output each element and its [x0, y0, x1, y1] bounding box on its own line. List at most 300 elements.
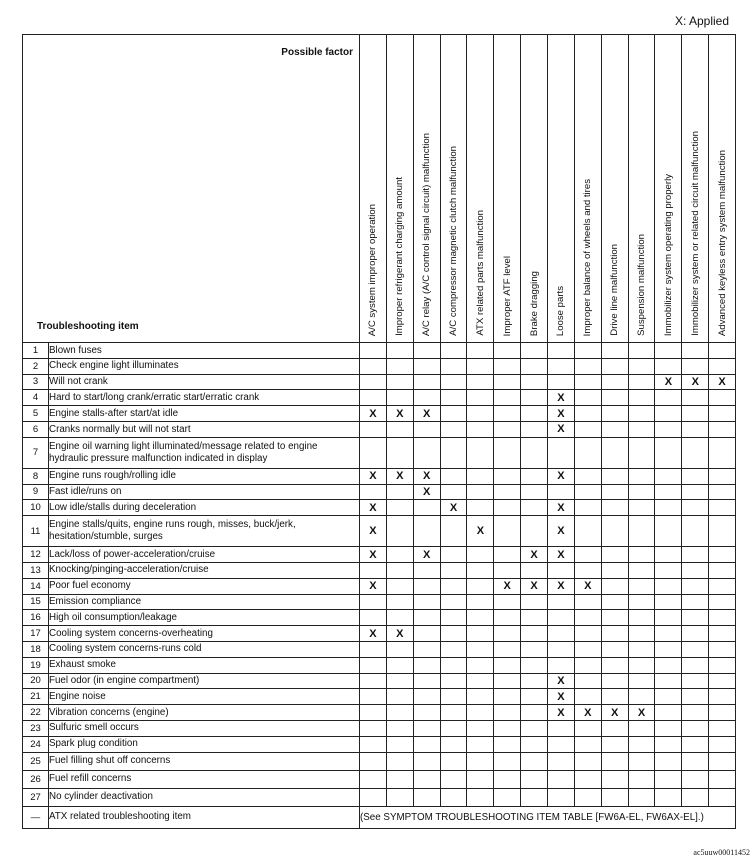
table-row — [23, 421, 736, 437]
factor-label: A/C system improper operation — [367, 203, 379, 336]
document-code: ac5uuw00011452 — [693, 848, 750, 857]
empty-cell — [360, 421, 387, 437]
row-number: 3 — [23, 374, 49, 390]
empty-cell — [601, 610, 628, 626]
empty-cell — [386, 720, 413, 736]
empty-cell — [467, 500, 494, 516]
empty-cell — [574, 390, 601, 406]
empty-cell — [467, 641, 494, 657]
empty-cell — [709, 626, 736, 642]
empty-cell — [440, 390, 467, 406]
empty-cell — [521, 594, 548, 610]
row-number: 10 — [23, 500, 49, 516]
empty-cell — [494, 358, 521, 374]
empty-cell — [628, 594, 655, 610]
empty-cell — [440, 657, 467, 673]
table-row — [23, 788, 736, 806]
applied-mark: X — [360, 547, 387, 563]
empty-cell — [709, 500, 736, 516]
empty-cell — [601, 641, 628, 657]
legend-applied: X: Applied — [674, 14, 729, 28]
table-row — [23, 343, 736, 359]
empty-cell — [494, 736, 521, 752]
troubleshooting-item: ATX related troubleshooting item — [49, 806, 360, 828]
reference-note: (See SYMPTOM TROUBLESHOOTING ITEM TABLE [FW6A-EL, FW6AX-EL].) — [360, 806, 736, 828]
applied-mark: X — [548, 547, 575, 563]
table-row — [23, 374, 736, 390]
empty-cell — [655, 788, 682, 806]
empty-cell — [628, 689, 655, 705]
empty-cell — [467, 770, 494, 788]
empty-cell — [601, 720, 628, 736]
table-row — [23, 547, 736, 563]
empty-cell — [521, 390, 548, 406]
empty-cell — [548, 484, 575, 500]
empty-cell — [548, 736, 575, 752]
empty-cell — [682, 500, 709, 516]
applied-mark: X — [467, 516, 494, 547]
troubleshooting-item: No cylinder deactivation — [49, 788, 360, 806]
empty-cell — [413, 610, 440, 626]
applied-mark: X — [386, 406, 413, 422]
empty-cell — [521, 673, 548, 689]
factor-header — [467, 35, 494, 343]
empty-cell — [574, 594, 601, 610]
empty-cell — [682, 736, 709, 752]
factor-label: Drive line malfunction — [609, 244, 621, 336]
empty-cell — [386, 390, 413, 406]
empty-cell — [521, 626, 548, 642]
empty-cell — [494, 610, 521, 626]
empty-cell — [709, 343, 736, 359]
empty-cell — [655, 657, 682, 673]
empty-cell — [548, 562, 575, 578]
empty-cell — [413, 736, 440, 752]
empty-cell — [413, 594, 440, 610]
factor-label: Loose parts — [555, 285, 567, 336]
empty-cell — [709, 421, 736, 437]
empty-cell — [682, 562, 709, 578]
factor-header — [360, 35, 387, 343]
empty-cell — [360, 788, 387, 806]
empty-cell — [521, 641, 548, 657]
empty-cell — [467, 610, 494, 626]
empty-cell — [628, 406, 655, 422]
empty-cell — [360, 720, 387, 736]
empty-cell — [628, 500, 655, 516]
table-row — [23, 626, 736, 642]
table-row — [23, 516, 736, 547]
empty-cell — [521, 736, 548, 752]
row-number: 26 — [23, 770, 49, 788]
factor-header — [628, 35, 655, 343]
atx-reference-row — [23, 806, 736, 828]
empty-cell — [574, 752, 601, 770]
row-number: 18 — [23, 641, 49, 657]
empty-cell — [655, 641, 682, 657]
factor-label: Immobilizer system or related circuit malfunction — [689, 131, 701, 336]
factor-header — [682, 35, 709, 343]
table-row — [23, 736, 736, 752]
empty-cell — [709, 547, 736, 563]
row-number: 4 — [23, 390, 49, 406]
applied-mark: X — [548, 673, 575, 689]
possible-factor-label: Possible factor — [281, 47, 353, 58]
applied-mark: X — [413, 468, 440, 484]
empty-cell — [709, 752, 736, 770]
empty-cell — [494, 788, 521, 806]
empty-cell — [440, 578, 467, 594]
empty-cell — [574, 468, 601, 484]
empty-cell — [548, 788, 575, 806]
applied-mark: X — [413, 484, 440, 500]
empty-cell — [655, 516, 682, 547]
empty-cell — [574, 736, 601, 752]
factor-header — [440, 35, 467, 343]
table-row — [23, 689, 736, 705]
empty-cell — [386, 641, 413, 657]
empty-cell — [628, 736, 655, 752]
empty-cell — [440, 610, 467, 626]
troubleshooting-item: Check engine light illuminates — [49, 358, 360, 374]
troubleshooting-item: High oil consumption/leakage — [49, 610, 360, 626]
empty-cell — [521, 770, 548, 788]
empty-cell — [628, 788, 655, 806]
empty-cell — [682, 516, 709, 547]
empty-cell — [413, 437, 440, 468]
empty-cell — [521, 500, 548, 516]
empty-cell — [655, 547, 682, 563]
factor-label: Improper balance of wheels and tires — [582, 178, 594, 336]
table-row — [23, 578, 736, 594]
header-row — [23, 35, 736, 343]
troubleshooting-item: Emission compliance — [49, 594, 360, 610]
empty-cell — [601, 562, 628, 578]
troubleshooting-item-label: Troubleshooting item — [37, 321, 139, 332]
troubleshooting-item: Engine stalls-after start/at idle — [49, 406, 360, 422]
row-number: 24 — [23, 736, 49, 752]
applied-mark: X — [709, 374, 736, 390]
table-row — [23, 720, 736, 736]
factor-label: Brake dragging — [528, 270, 540, 336]
empty-cell — [521, 720, 548, 736]
troubleshooting-item: Fuel filling shut off concerns — [49, 752, 360, 770]
empty-cell — [628, 437, 655, 468]
empty-cell — [386, 770, 413, 788]
empty-cell — [655, 752, 682, 770]
empty-cell — [574, 641, 601, 657]
table-row — [23, 562, 736, 578]
empty-cell — [682, 705, 709, 721]
empty-cell — [601, 673, 628, 689]
empty-cell — [386, 610, 413, 626]
empty-cell — [521, 657, 548, 673]
empty-cell — [386, 374, 413, 390]
applied-mark: X — [548, 500, 575, 516]
troubleshooting-item: Cooling system concerns-overheating — [49, 626, 360, 642]
empty-cell — [386, 421, 413, 437]
empty-cell — [548, 594, 575, 610]
empty-cell — [386, 705, 413, 721]
empty-cell — [628, 562, 655, 578]
empty-cell — [413, 626, 440, 642]
empty-cell — [601, 657, 628, 673]
empty-cell — [709, 578, 736, 594]
empty-cell — [655, 705, 682, 721]
empty-cell — [521, 484, 548, 500]
empty-cell — [709, 689, 736, 705]
empty-cell — [360, 641, 387, 657]
empty-cell — [440, 788, 467, 806]
empty-cell — [574, 720, 601, 736]
table-row — [23, 484, 736, 500]
factor-header — [413, 35, 440, 343]
empty-cell — [494, 421, 521, 437]
empty-cell — [574, 437, 601, 468]
empty-cell — [628, 390, 655, 406]
empty-cell — [601, 374, 628, 390]
empty-cell — [682, 770, 709, 788]
table-row — [23, 752, 736, 770]
empty-cell — [521, 437, 548, 468]
empty-cell — [574, 689, 601, 705]
empty-cell — [467, 358, 494, 374]
empty-cell — [494, 374, 521, 390]
table-row — [23, 705, 736, 721]
empty-cell — [360, 673, 387, 689]
row-number: 12 — [23, 547, 49, 563]
empty-cell — [467, 673, 494, 689]
troubleshooting-item: Fuel refill concerns — [49, 770, 360, 788]
empty-cell — [440, 770, 467, 788]
empty-cell — [360, 705, 387, 721]
empty-cell — [682, 578, 709, 594]
empty-cell — [413, 657, 440, 673]
empty-cell — [655, 468, 682, 484]
empty-cell — [574, 358, 601, 374]
empty-cell — [655, 500, 682, 516]
applied-mark: X — [360, 406, 387, 422]
factor-header — [386, 35, 413, 343]
empty-cell — [682, 390, 709, 406]
empty-cell — [682, 641, 709, 657]
applied-mark: X — [413, 406, 440, 422]
empty-cell — [709, 641, 736, 657]
empty-cell — [386, 343, 413, 359]
header-label-cell — [23, 35, 360, 343]
factor-label: A/C compressor magnetic clutch malfunction — [447, 146, 459, 336]
troubleshooting-item: Low idle/stalls during deceleration — [49, 500, 360, 516]
empty-cell — [655, 736, 682, 752]
empty-cell — [386, 578, 413, 594]
empty-cell — [413, 500, 440, 516]
empty-cell — [467, 657, 494, 673]
empty-cell — [440, 406, 467, 422]
empty-cell — [628, 484, 655, 500]
empty-cell — [386, 500, 413, 516]
table-row — [23, 610, 736, 626]
row-number: 16 — [23, 610, 49, 626]
troubleshooting-item: Engine stalls/quits, engine runs rough, misses, buck/jerk, hesitation/stumble, surges — [49, 516, 360, 547]
empty-cell — [682, 610, 709, 626]
empty-cell — [521, 358, 548, 374]
empty-cell — [386, 736, 413, 752]
table-row — [23, 657, 736, 673]
empty-cell — [548, 720, 575, 736]
empty-cell — [682, 626, 709, 642]
empty-cell — [574, 626, 601, 642]
empty-cell — [709, 673, 736, 689]
applied-mark: X — [548, 578, 575, 594]
empty-cell — [601, 770, 628, 788]
factor-label: Advanced keyless entry system malfunction — [716, 149, 728, 336]
empty-cell — [682, 343, 709, 359]
empty-cell — [628, 610, 655, 626]
applied-mark: X — [440, 500, 467, 516]
empty-cell — [467, 720, 494, 736]
empty-cell — [601, 358, 628, 374]
row-number: 5 — [23, 406, 49, 422]
empty-cell — [360, 390, 387, 406]
row-number: 23 — [23, 720, 49, 736]
factor-label: Immobilizer system operating properly — [662, 173, 674, 336]
empty-cell — [360, 736, 387, 752]
empty-cell — [440, 437, 467, 468]
empty-cell — [682, 752, 709, 770]
empty-cell — [440, 421, 467, 437]
empty-cell — [682, 421, 709, 437]
empty-cell — [521, 468, 548, 484]
empty-cell — [655, 343, 682, 359]
troubleshooting-item: Exhaust smoke — [49, 657, 360, 673]
table-row — [23, 673, 736, 689]
empty-cell — [682, 406, 709, 422]
row-number: 19 — [23, 657, 49, 673]
applied-mark: X — [360, 578, 387, 594]
empty-cell — [548, 374, 575, 390]
empty-cell — [386, 562, 413, 578]
empty-cell — [682, 437, 709, 468]
empty-cell — [413, 720, 440, 736]
empty-cell — [494, 437, 521, 468]
empty-cell — [521, 421, 548, 437]
empty-cell — [655, 689, 682, 705]
factor-header — [655, 35, 682, 343]
empty-cell — [655, 770, 682, 788]
empty-cell — [628, 720, 655, 736]
empty-cell — [467, 736, 494, 752]
empty-cell — [682, 358, 709, 374]
empty-cell — [467, 468, 494, 484]
empty-cell — [574, 770, 601, 788]
empty-cell — [709, 437, 736, 468]
empty-cell — [655, 484, 682, 500]
applied-mark: X — [360, 626, 387, 642]
empty-cell — [494, 547, 521, 563]
empty-cell — [628, 421, 655, 437]
empty-cell — [494, 720, 521, 736]
troubleshooting-item: Fast idle/runs on — [49, 484, 360, 500]
empty-cell — [386, 657, 413, 673]
empty-cell — [709, 720, 736, 736]
empty-cell — [440, 641, 467, 657]
empty-cell — [548, 358, 575, 374]
empty-cell — [521, 562, 548, 578]
empty-cell — [709, 406, 736, 422]
factor-label: A/C relay (A/C control signal circuit) malfunction — [421, 132, 433, 336]
factor-header — [601, 35, 628, 343]
empty-cell — [548, 770, 575, 788]
empty-cell — [601, 500, 628, 516]
empty-cell — [548, 626, 575, 642]
row-number: 2 — [23, 358, 49, 374]
empty-cell — [521, 788, 548, 806]
empty-cell — [574, 516, 601, 547]
applied-mark: X — [521, 578, 548, 594]
empty-cell — [682, 689, 709, 705]
empty-cell — [494, 689, 521, 705]
empty-cell — [601, 406, 628, 422]
table-row — [23, 390, 736, 406]
empty-cell — [628, 358, 655, 374]
troubleshooting-table — [22, 34, 736, 829]
empty-cell — [467, 437, 494, 468]
empty-cell — [601, 788, 628, 806]
table-row — [23, 500, 736, 516]
empty-cell — [494, 516, 521, 547]
empty-cell — [494, 752, 521, 770]
troubleshooting-item: Vibration concerns (engine) — [49, 705, 360, 721]
empty-cell — [601, 516, 628, 547]
empty-cell — [682, 720, 709, 736]
row-number: 21 — [23, 689, 49, 705]
empty-cell — [467, 752, 494, 770]
empty-cell — [440, 374, 467, 390]
empty-cell — [467, 390, 494, 406]
empty-cell — [682, 484, 709, 500]
empty-cell — [548, 752, 575, 770]
empty-cell — [628, 468, 655, 484]
empty-cell — [574, 374, 601, 390]
empty-cell — [601, 437, 628, 468]
empty-cell — [548, 343, 575, 359]
empty-cell — [709, 770, 736, 788]
troubleshooting-item: Poor fuel economy — [49, 578, 360, 594]
empty-cell — [494, 770, 521, 788]
empty-cell — [440, 626, 467, 642]
empty-cell — [574, 673, 601, 689]
empty-cell — [628, 770, 655, 788]
empty-cell — [709, 390, 736, 406]
empty-cell — [494, 705, 521, 721]
empty-cell — [601, 484, 628, 500]
empty-cell — [360, 770, 387, 788]
empty-cell — [467, 689, 494, 705]
empty-cell — [360, 752, 387, 770]
empty-cell — [440, 689, 467, 705]
empty-cell — [413, 770, 440, 788]
empty-cell — [709, 736, 736, 752]
applied-mark: X — [386, 468, 413, 484]
empty-cell — [709, 468, 736, 484]
empty-cell — [574, 657, 601, 673]
empty-cell — [467, 578, 494, 594]
factor-label: Suspension malfunction — [636, 234, 647, 336]
empty-cell — [494, 484, 521, 500]
empty-cell — [440, 468, 467, 484]
empty-cell — [548, 437, 575, 468]
empty-cell — [413, 689, 440, 705]
